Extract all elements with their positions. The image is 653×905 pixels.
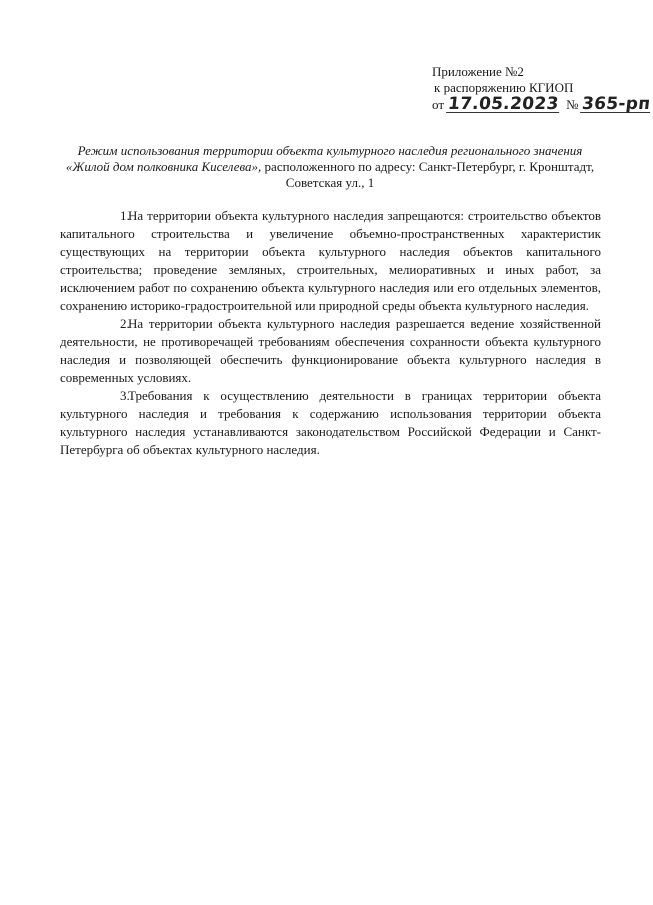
paragraph-1: [60, 207, 601, 315]
title-object-name: «Жилой дом полковника Киселева»,: [65, 159, 262, 174]
paragraph-3: [60, 387, 601, 459]
title-line-2: [60, 159, 600, 175]
paragraph-number: 2.: [120, 316, 130, 331]
title-line-3: Советская ул., 1: [285, 175, 375, 190]
paragraph-number: 1.: [120, 208, 130, 223]
appendix-label: Приложение №2: [432, 64, 524, 79]
title-address: расположенного по адресу: Санкт-Петербург, г. Кронштадт,: [261, 159, 595, 174]
handwritten-date: 17.05.2023: [447, 94, 560, 114]
date-prefix: от: [432, 97, 445, 112]
appendix-header: [432, 64, 652, 114]
paragraph-text: На территории объекта культурного наследия запрещаются: строительство объектов капитального строительства и увеличение объемно-пространственных характеристик существующих на территории объекта культурного наследия объектов капитального строительства; проведение земляных, строительных, мелиоративных и иных работ, за исключением работ по сохранению объекта культурного наследия или его отдельных элементов, сохранению историко-градостроительной или природной среды объекта культурного наследия.: [60, 208, 601, 313]
paragraph-text: Требования к осуществлению деятельности в границах территории объекта культурного наследия и требования к содержанию использования территории объекта культурного наследия устанавливаются законодательством Российской Федерации и Санкт-Петербурга об объектах культурного наследия.: [60, 388, 601, 457]
number-prefix: №: [566, 97, 579, 112]
paragraph-text: На территории объекта культурного наследия разрешается ведение хозяйственной деятельности, не противоречащей требованиям обеспечения сохранности объекта культурного наследия и позволяющей обеспечить функционирование объекта культурного наследия в современных условиях.: [60, 316, 601, 385]
title-line-1: Режим использования территории объекта культурного наследия регионального значения: [77, 143, 583, 158]
document-body: [60, 207, 601, 459]
appendix-date-line: [432, 94, 652, 114]
document-title: [60, 143, 600, 191]
handwritten-number: 365-рп: [581, 94, 652, 114]
paragraph-number: 3.: [120, 388, 130, 403]
paragraph-2: [60, 315, 601, 387]
appendix-reference: к распоряжению КГИОП: [434, 80, 574, 95]
